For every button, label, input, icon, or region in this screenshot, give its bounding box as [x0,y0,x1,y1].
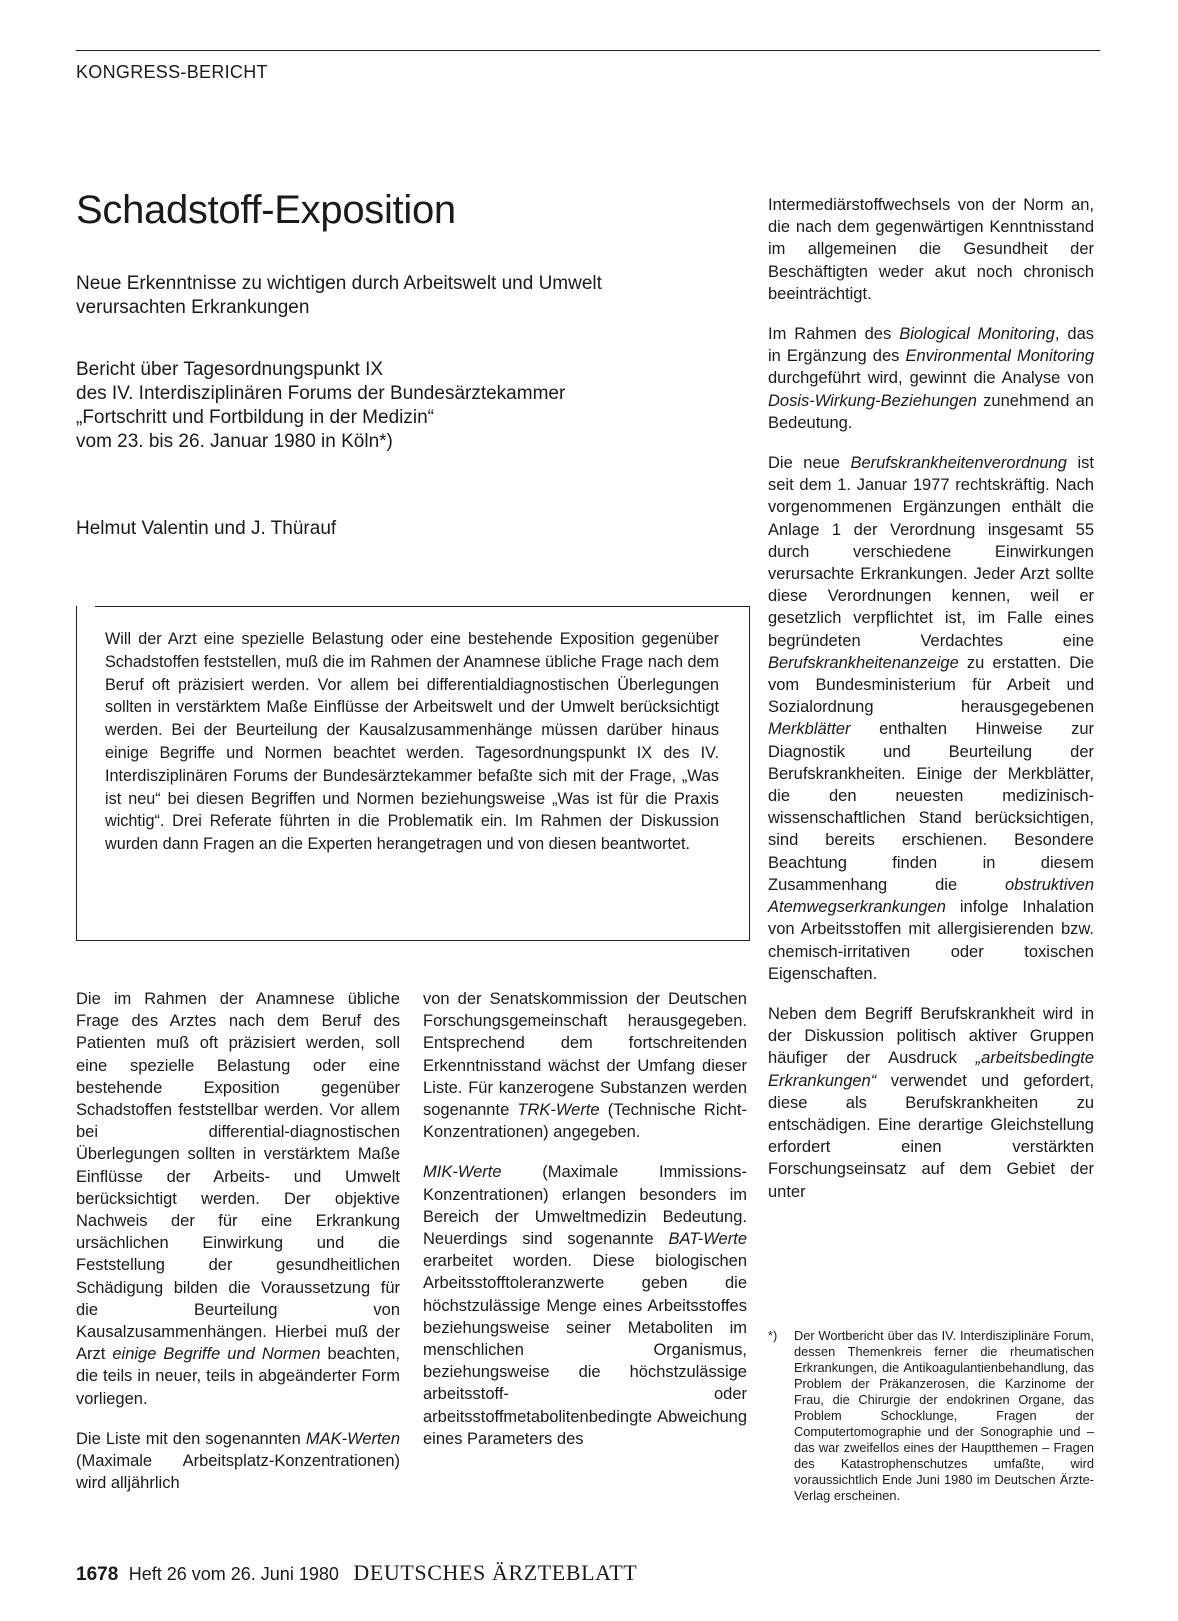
article-title: Schadstoff-Exposition [76,188,456,232]
emphasis: BAT-Werte [668,1230,747,1249]
text-run: Die im Rahmen der Anamnese übliche Frage des Arztes nach dem Beruf des Patienten muß oft präzisiert werden, soll eine spezielle Belastung oder eine bestehende Exposition gegenüber Schadstoffen feststellbar werden. Vor allem bei differential-diagnostischen Überlegungen sollten in verstärktem Maße Einflüsse der Arbeits- und Umwelt berücksichtigt werden. Der objektive Nachweis der für eine Erkrankung ursächlichen Einwirkung und die Feststellung der gesundheitlichen Schädigung bilden die Voraussetzung für die Beurteilung von Kausalzusammenhängen. Hierbei muß der Arzt [76,990,400,1364]
body-column-2 [423,988,747,1468]
subtitle-line: Neue Erkenntnisse zu wichtigen durch Arbeitswelt und Umwelt [76,273,602,294]
report-line: vom 23. bis 26. Januar 1980 in Köln*) [76,431,393,452]
text-run: Die Liste mit den sogenannten [76,1429,306,1448]
emphasis: TRK-Werte [517,1101,600,1120]
footnote-mark: *) [768,1328,778,1343]
paragraph [76,1428,400,1495]
paragraph [76,988,400,1410]
text-run: Die neue [768,454,851,473]
top-rule [76,50,1100,51]
article-subtitle [76,272,736,320]
text-run: ist seit dem 1. Januar 1977 rechtskräftig. Nach vorgenommenen Ergänzungen enthält die Anlage 1 der Verordnung insgesamt 55 durch verschiedene Einwirkungen verursachte Erkrankungen. Jeder Arzt sollte diese Verordnungen kennen, weil er gesetzlich verpflichtet ist, im Falle eines begründeten Verdachtes eine [768,454,1094,650]
text-run: erarbeitet worden. Diese biologischen Arbeitsstofftoleranzwerte geben die höchstzulässige Menge eines Arbeitsstoffes beziehungsweise seiner Metaboliten im menschlichen Organismus, beziehungsweise die höchstzulässige arbeitsstoff- oder arbeitsstoffmetabolitenbedingte Abweichung eines Parameters des [423,1252,747,1448]
footnote-text: Der Wortbericht über das IV. Interdisziplinäre Forum, dessen Themenkreis ferner die rheumatischen Erkrankungen, die Antikoagulantienbehandlung, das Problem der Präkanzerosen, die Karzinome der Frau, die Chirurgie der endokrinen Organe, das Problem Schocklunge, Fragen der Computertomographie und der Sonographie und – das war zweifellos eines der Hauptthemen – Fragen des Katastrophenschutzes umfaßte, wird voraussichtlich Ende Juni 1980 im Deutschen Ärzte-Verlag erscheinen. [794,1328,1094,1503]
report-line: „Fortschritt und Fortbildung in der Medizin“ [76,407,434,428]
emphasis: Merkblätter [768,720,851,739]
footnote [768,1328,1094,1504]
emphasis: obstruktiven Atemwegserkrankungen [768,875,1094,917]
emphasis: Biological Monitoring [899,325,1055,344]
text-run: zunehmend an Bedeutung. [768,391,1094,432]
text-run: beachten, die teils in neuer, teils in abgeänderter Form vorliegen. [76,1345,401,1408]
emphasis: Environmental Monitoring [905,347,1095,366]
paragraph [768,323,1094,434]
text-run: zu erstatten. Die vom Bundesministerium für Arbeit und Sozialordnung herausgegebenen [768,653,1094,717]
emphasis: „arbeitsbedingte Erkrankungen“ [768,1049,1094,1090]
authors: Helmut Valentin und J. Thürauf [76,518,337,539]
emphasis: Dosis-Wirkung-Beziehungen [768,391,977,410]
section-label: KONGRESS-BERICHT [76,62,268,82]
body-column-3 [768,194,1094,1221]
text-run: verwendet und gefordert, diese als Berufskrankheiten zu entschädigen. Eine derartige Gleichstellung erfordert einen verstärkten Forschungseinsatz auf dem Gebiet der unter [768,1071,1094,1201]
text-run: von der Senatskommission der Deutschen Forschungsgemeinschaft herausgegeben. Entsprechend dem fortschreitenden Erkenntnisstand wächst der Umfang dieser Liste. Für kanzerogene Substanzen werden sogenannte [423,990,747,1120]
text-run: enthalten Hinweise zur Diagnostik und Beurteilung der Berufskrankheiten. Einige der Merkblätter, die den neuesten medizinisch-wissenschaftlichen Stand berücksichtigen, sind bereits erschienen. Besondere Beachtung finden in diesem Zusammenhang die [768,720,1094,894]
subtitle-line: verursachten Erkrankungen [76,297,310,318]
report-line: des IV. Interdisziplinären Forums der Bundesärztekammer [76,383,566,404]
paragraph [423,1161,747,1450]
report-info [76,358,736,454]
abstract-box [76,606,750,941]
text-run: infolge Inhalation von Arbeitsstoffen mit allergisierenden bzw. chemisch-irritativen oder toxischen Eigenschaften. [768,898,1094,983]
journal-name: DEUTSCHES ÄRZTEBLATT [353,1560,638,1585]
text-run: Neben dem Begriff Berufskrankheit wird in der Diskussion politisch aktiver Gruppen häufiger der Ausdruck [768,1004,1094,1068]
text-run: durchgeführt wird, gewinnt die Analyse von [768,369,1094,388]
text-run: Im Rahmen des [768,325,900,344]
paragraph [768,1003,1094,1203]
text-run: (Technische Richt-Konzentrationen) angegeben. [423,1101,747,1142]
paragraph [423,988,747,1143]
issue-info: Heft 26 vom 26. Juni 1980 [128,1564,339,1584]
paragraph [768,452,1094,985]
body-column-1 [76,988,400,1512]
emphasis: Berufskrankheitenanzeige [768,653,959,672]
page-number: 1678 [76,1564,119,1585]
text-run: , das in Ergänzung des [768,325,1094,366]
paragraph: Intermediärstoffwechsels von der Norm an, die nach dem gegenwärtigen Kenntnisstand im allgemeinen die Gesundheit der Beschäftigten weder akut noch chronisch beeinträchtigt. [768,196,1094,303]
emphasis: MAK-Werten [305,1429,400,1448]
emphasis: Berufskrankheitenverordnung [850,454,1067,473]
report-line: Bericht über Tagesordnungspunkt IX [76,359,384,380]
page-footer [76,1560,637,1586]
emphasis: MIK-Werte [423,1163,502,1182]
emphasis: einige Begriffe und Normen [112,1345,321,1364]
text-run: (Maximale Arbeitsplatz-Konzentrationen) wird alljährlich [76,1452,400,1493]
abstract-text: Will der Arzt eine spezielle Belastung oder eine bestehende Exposition gegenüber Schadstoffen feststellen, muß die im Rahmen der Anamnese übliche Frage nach dem Beruf oft präzisiert werden. Vor allem bei differentialdiagnostischen Überlegungen sollten in verstärktem Maße Einflüsse der Arbeitswelt und der Umwelt berücksichtigt werden. Bei der Beurteilung der Kausalzusammenhänge müssen darüber hinaus einige Begriffe und Normen beachtet werden. Tagesordnungspunkt IX des IV. Interdisziplinären Forums der Bundesärztekammer befaßte sich mit der Frage, „Was ist neu“ bei diesen Begriffen und Normen beziehungsweise „Was ist für die Praxis wichtig“. Drei Referate führten in die Problematik ein. Im Rahmen der Diskussion wurden dann Fragen an die Experten herangetragen und von diesen beantwortet. [105,630,719,854]
text-run: (Maximale Immissions-Konzentrationen) erlangen besonders im Bereich der Umweltmedizin Bedeutung. Neuerdings sind sogenannte [423,1163,747,1249]
